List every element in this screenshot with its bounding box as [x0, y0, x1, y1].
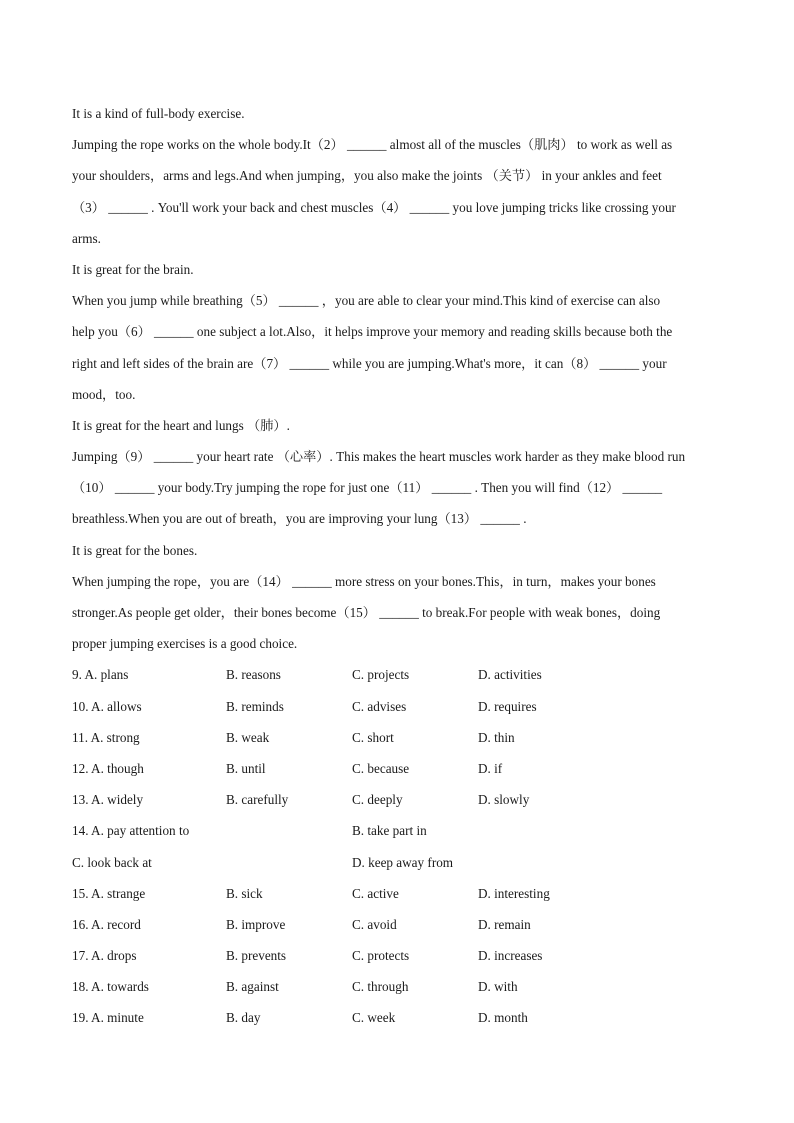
passage-line: breathless.When you are out of breath，you are improving your lung（13） ______ . — [72, 511, 527, 527]
passage-line: proper jumping exercises is a good choice. — [72, 636, 298, 652]
option-b: B. prevents — [226, 948, 287, 964]
option-row — [72, 878, 722, 909]
passage-line: It is a kind of full-body exercise. — [72, 106, 245, 121]
option-d: D. requires — [478, 698, 537, 714]
option-b: B. until — [226, 760, 266, 776]
option-d: D. if — [478, 760, 503, 776]
option-d: D. increases — [478, 948, 543, 964]
option-c: C. projects — [352, 667, 410, 683]
option-row — [72, 847, 722, 878]
passage-line: stronger.As people get older，their bones become（15） ______ to break.For people with weak bones，doing — [72, 605, 661, 620]
option-c: C. deeply — [352, 792, 403, 808]
option-c: C. because — [352, 760, 410, 776]
passage-line: Jumping（9） ______ your heart rate （心率）. This makes the heart muscles work harder as they make blood run — [72, 449, 686, 465]
option-row — [72, 691, 722, 722]
option-a: 18. A. towards — [72, 979, 149, 995]
option-a: 13. A. widely — [72, 792, 144, 808]
option-c: C. week — [352, 1010, 396, 1026]
option-d: D. remain — [478, 916, 531, 932]
option-d: D. slowly — [478, 792, 530, 808]
option-d: D. thin — [478, 729, 515, 745]
option-row — [72, 659, 722, 690]
option-d: D. interesting — [478, 885, 550, 901]
option-a: 9. A. plans — [72, 667, 129, 683]
passage-line: Jumping the rope works on the whole body.It（2） ______ almost all of the muscles（肌肉） to work as well as — [72, 137, 673, 153]
option-b: B. weak — [226, 729, 270, 745]
passage-line: When you jump while breathing（5） ______ ，you are able to clear your mind.This kind of exercise can also — [72, 293, 661, 309]
option-c: C. short — [352, 729, 394, 745]
option-row — [72, 815, 722, 846]
option-row — [72, 722, 722, 753]
passage-line: mood，too. — [72, 386, 136, 402]
option-c: C. active — [352, 885, 399, 901]
option-a: 11. A. strong — [72, 729, 140, 745]
document-page — [72, 98, 722, 1034]
passage-line: （10） ______ your body.Try jumping the rope for just one（11） ______ . Then you will find（12） ______ — [72, 480, 663, 496]
option-row — [72, 940, 722, 971]
option-b: B. sick — [226, 885, 263, 901]
option-d: D. month — [478, 1010, 528, 1026]
option-a: 10. A. allows — [72, 698, 142, 714]
option-d: D. keep away from — [352, 854, 454, 870]
passage-line: It is great for the bones. — [72, 542, 198, 558]
option-a: 19. A. minute — [72, 1010, 144, 1026]
answer-options — [72, 659, 722, 1033]
option-row — [72, 753, 722, 784]
option-b: B. take part in — [352, 823, 427, 839]
option-b: B. carefully — [226, 792, 289, 808]
option-d: D. with — [478, 979, 518, 995]
option-row — [72, 909, 722, 940]
option-c: C. advises — [352, 698, 407, 714]
option-a: 17. A. drops — [72, 948, 137, 964]
option-b: B. day — [226, 1010, 261, 1026]
passage-line: It is great for the heart and lungs （肺）. — [72, 417, 290, 433]
passage — [72, 98, 722, 659]
option-b: B. against — [226, 979, 279, 995]
option-d: D. activities — [478, 667, 542, 683]
passage-line: right and left sides of the brain are（7） ______ while you are jumping.What's more，it can（8） ______ your — [72, 355, 667, 371]
option-row — [72, 1002, 722, 1033]
option-b: B. reasons — [226, 667, 281, 683]
passage-line: It is great for the brain. — [72, 261, 194, 277]
option-a: 16. A. record — [72, 916, 141, 932]
option-b: B. reminds — [226, 698, 284, 714]
option-a: 15. A. strange — [72, 885, 146, 901]
option-row — [72, 971, 722, 1002]
option-c: C. protects — [352, 948, 410, 964]
option-c: C. avoid — [352, 916, 397, 932]
passage-line: help you（6） ______ one subject a lot.Also，it helps improve your memory and reading skills because both the — [72, 324, 673, 340]
passage-line: （3） ______ . You'll work your back and chest muscles（4） ______ you love jumping tricks like crossing your — [72, 199, 676, 215]
option-a: 12. A. though — [72, 760, 144, 776]
option-row — [72, 784, 722, 815]
option-a: 14. A. pay attention to — [72, 823, 190, 839]
passage-line: When jumping the rope，you are（14） ______ more stress on your bones.This，in turn，makes your bones — [72, 573, 656, 589]
option-b: B. improve — [226, 916, 286, 932]
option-c: C. through — [352, 979, 409, 995]
option-c: C. look back at — [72, 854, 152, 870]
passage-line: your shoulders，arms and legs.And when jumping，you also make the joints （关节） in your ankles and feet — [72, 168, 662, 184]
passage-line: arms. — [72, 230, 101, 246]
